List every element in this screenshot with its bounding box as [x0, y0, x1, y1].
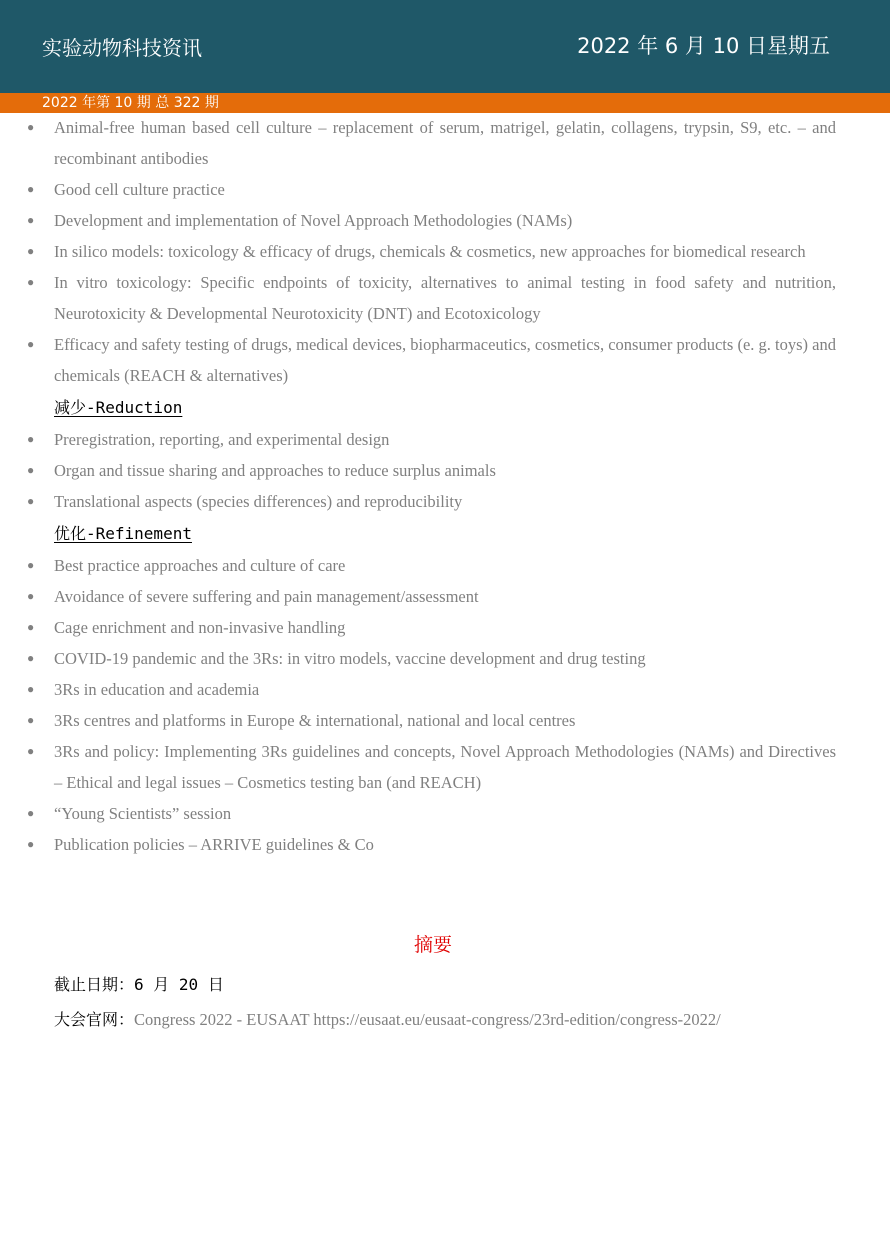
website-line — [54, 1005, 721, 1035]
list-item: ● 3Rs and policy: Implementing 3Rs guidelines and concepts, Novel Approach Methodologies (NAMs) and Directives – Ethical and legal issues – Cosmetics testing ban (and REACH) — [54, 736, 836, 798]
bullet-icon: ● — [27, 463, 35, 477]
list-item: ● Publication policies – ARRIVE guidelines & Co — [54, 829, 836, 860]
bullet-icon: ● — [27, 213, 35, 227]
list-item: ● Development and implementation of Novel Approach Methodologies (NAMs) — [54, 205, 836, 236]
abstract-heading: 摘要 — [413, 934, 452, 956]
deadline-value: 6 月 20 日 — [134, 975, 224, 994]
bullet-icon: ● — [27, 275, 35, 289]
list-item: ● Best practice approaches and culture of care — [54, 550, 836, 581]
bullet-icon: ● — [27, 806, 35, 820]
bullet-icon: ● — [27, 837, 35, 851]
list-item: ● Preregistration, reporting, and experimental design — [54, 424, 836, 455]
bullet-icon: ● — [27, 558, 35, 572]
bullet-icon: ● — [27, 182, 35, 196]
list-item: ● In vitro toxicology: Specific endpoints of toxicity, alternatives to animal testing in food safety and nutrition, Neurotoxicity & Developmental Neurotoxicity (DNT) and Ecotoxicology — [54, 267, 836, 329]
list-item: ● “Young Scientists” session — [54, 798, 836, 829]
bullet-icon: ● — [27, 244, 35, 258]
list-item: ● Avoidance of severe suffering and pain management/assessment — [54, 581, 836, 612]
topic-list-reduction — [0, 424, 890, 517]
issue-number: 2022 年第 10 期 总 322 期 — [42, 95, 219, 111]
header-bar — [0, 0, 890, 93]
list-item: ● COVID-19 pandemic and the 3Rs: in vitro models, vaccine development and drug testing — [54, 643, 836, 674]
topic-list-replacement — [0, 112, 890, 391]
list-item: ● Good cell culture practice — [54, 174, 836, 205]
bullet-icon: ● — [27, 494, 35, 508]
list-item: ● 3Rs centres and platforms in Europe & international, national and local centres — [54, 705, 836, 736]
section-heading-refinement: 优化-Refinement — [54, 524, 192, 543]
bullet-icon: ● — [27, 120, 35, 134]
section-heading-reduction: 减少-Reduction — [54, 398, 183, 417]
bullet-icon: ● — [27, 589, 35, 603]
website-label: 大会官网： — [54, 1010, 135, 1029]
website-link[interactable]: Congress 2022 - EUSAAT https://eusaat.eu/eusaat-congress/23rd-edition/congress-2022/ — [134, 1010, 721, 1029]
deadline-line — [54, 970, 224, 1000]
bullet-icon: ● — [27, 432, 35, 446]
list-item: ● Translational aspects (species differences) and reproducibility — [54, 486, 836, 517]
bullet-icon: ● — [27, 337, 35, 351]
list-item: ● Organ and tissue sharing and approaches to reduce surplus animals — [54, 455, 836, 486]
bullet-icon: ● — [27, 713, 35, 727]
list-item: ● Efficacy and safety testing of drugs, medical devices, biopharmaceutics, cosmetics, consumer products (e. g. toys) and chemicals (REACH & alternatives) — [54, 329, 836, 391]
deadline-label: 截止日期： — [54, 975, 135, 994]
bullet-icon: ● — [27, 620, 35, 634]
main-content — [0, 112, 890, 860]
publication-title: 实验动物科技资讯 — [42, 36, 202, 60]
issue-bar — [0, 93, 890, 113]
list-item: ● Animal-free human based cell culture – replacement of serum, matrigel, gelatin, collagens, trypsin, S9, etc. – and recombinant antibodies — [54, 112, 836, 174]
list-item: ● In silico models: toxicology & efficacy of drugs, chemicals & cosmetics, new approaches for biomedical research — [54, 236, 836, 267]
bullet-icon: ● — [27, 682, 35, 696]
publication-date: 2022 年 6 月 10 日星期五 — [577, 34, 830, 58]
list-item: ● Cage enrichment and non-invasive handling — [54, 612, 836, 643]
bullet-icon: ● — [27, 744, 35, 758]
bullet-icon: ● — [27, 651, 35, 665]
list-item: ● 3Rs in education and academia — [54, 674, 836, 705]
topic-list-refinement — [0, 550, 890, 860]
